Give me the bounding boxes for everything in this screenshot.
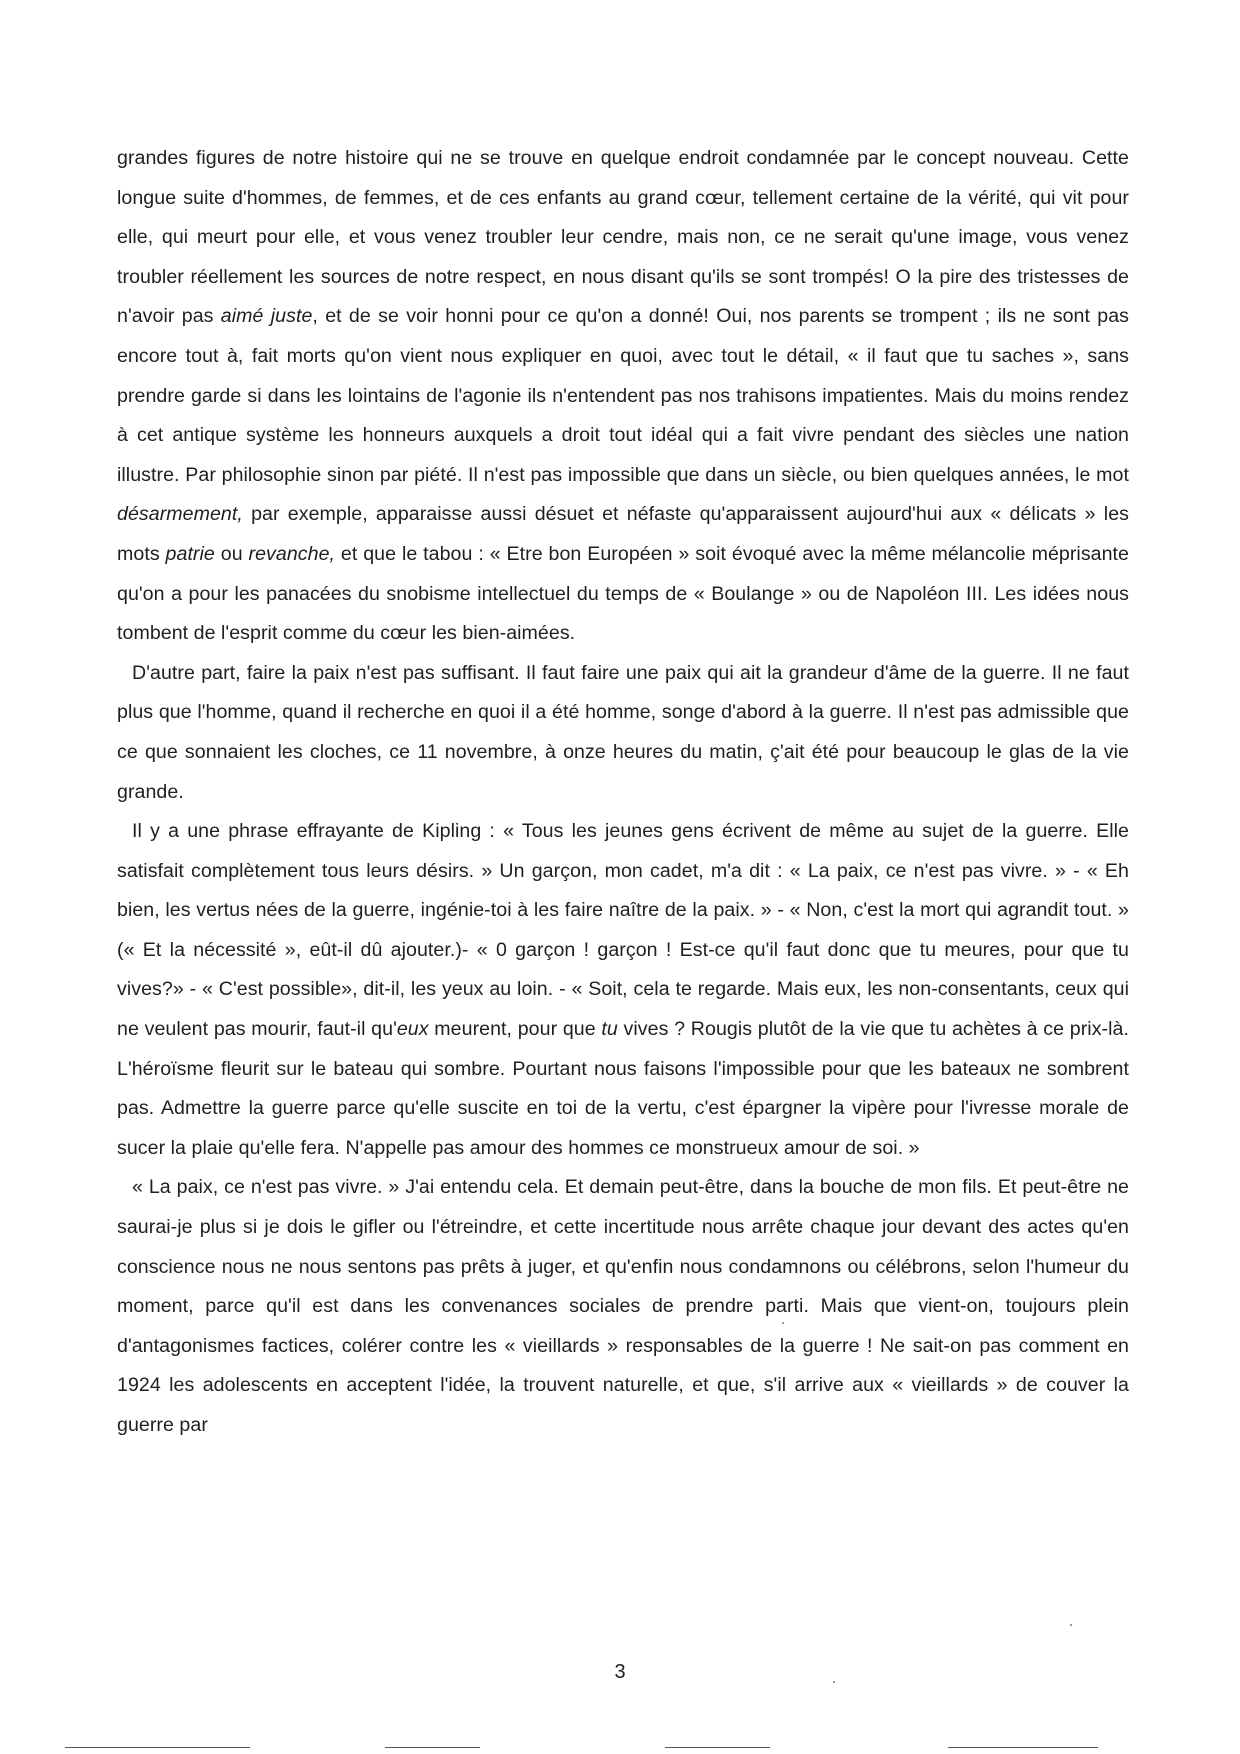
text-run: vives ? Rougis plutôt de la vie que tu achètes à ce prix-là. L'héroïsme fleurit sur le bateau qui sombre. Pourtant nous faisons l'impossible pour que les bateaux ne sombrent pas. Admettre la guerre parce qu'elle suscite en toi de la vertu, c'est épargner la vipère pour l'ivresse morale de sucer la plaie qu'elle fera. N'appelle pas amour des hommes ce monstrueux amour de soi. » [117, 1018, 1129, 1159]
italic-text-run: patrie [165, 542, 215, 565]
text-run: , et de se voir honni pour ce qu'on a donné! Oui, nos parents se trompent ; ils ne sont pas encore tout à, fait morts qu'on vient nous expliquer en quoi, avec tout le détail, « il faut que tu saches », sans prendre garde si dans les lointains de l'agonie ils n'entendent pas nos trahisons impatientes. Mais du moins rendez à cet antique système les honneurs auxquels a droit tout idéal qui a fait vivre pendant des siècles une nation illustre. Par philosophie sinon par piété. Il n'est pas impossible que dans un siècle, ou bien quelques années, le mot [117, 305, 1129, 486]
italic-text-run: aimé juste [220, 305, 313, 328]
italic-text-run: désarmement, [117, 503, 243, 526]
bottom-rule [665, 1747, 770, 1748]
scan-speck [782, 1322, 784, 1324]
document-body [117, 139, 1129, 1446]
text-run: D'autre part, faire la paix n'est pas suffisant. Il faut faire une paix qui ait la grandeur d'âme de la guerre. Il ne faut plus que l'homme, quand il recherche en quoi il a été homme, songe d'abord à la guerre. Il n'est pas admissible que ce que sonnaient les cloches, ce 11 novembre, à onze heures du matin, ç'ait été pour beaucoup le glas de la vie grande. [117, 661, 1129, 803]
text-run: grandes figures de notre histoire qui ne se trouve en quelque endroit condamnée par le concept nouveau. Cette longue suite d'hommes, de femmes, et de ces enfants au grand cœur, tellement certaine de la vérité, qui vit pour elle, qui meurt pour elle, et vous venez troubler leur cendre, mais non, ce ne serait qu'une image, vous venez troubler réellement les sources de notre respect, en nous disant qu'ils se sont trompés! O la pire des tristesses de n'avoir pas [117, 147, 1129, 328]
italic-text-run: eux [396, 1018, 429, 1041]
text-run: « La paix, ce n'est pas vivre. » J'ai entendu cela. Et demain peut-être, dans la bouche de mon fils. Et peut-être ne saurai-je plus si je dois le gifler ou l'étreindre, et cette incertitude nous arrête chaque jour devant des actes qu'en conscience nous ne nous sentons pas prêts à juger, et qu'enfin nous condamnons ou célébrons, selon l'humeur du moment, parce qu'il est dans les convenances sociales de prendre parti. Mais que vient-on, toujours plein d'antagonismes factices, colérer contre les « vieillards » responsables de la guerre ! Ne sait-on pas comment en 1924 les adolescents en acceptent l'idée, la trouvent naturelle, et que, s'il arrive aux « vieillards » de couver la guerre par [117, 1176, 1129, 1436]
bottom-rule [948, 1747, 1098, 1748]
text-run: par exemple, apparaisse aussi désuet et néfaste qu'apparaissent aujourd'hui aux « délicats » les mots [117, 503, 1129, 565]
text-run: Il y a une phrase effrayante de Kipling : « Tous les jeunes gens écrivent de même au sujet de la guerre. Elle satisfait complètement tous leurs désirs. » Un garçon, mon cadet, m'a dit : « La paix, ce n'est pas vivre. » - « Eh bien, les vertus nées de la guerre, ingénie-toi à les faire naître de la paix. » - « Non, c'est la mort qui agrandit tout. » (« Et la nécessité », eût-il dû ajouter.)- « 0 garçon ! garçon ! Est-ce qu'il faut donc que tu meures, pour que tu vives?» - « C'est possible», dit-il, les yeux au loin. - « Soit, cela te regarde. Mais eux, les non-consentants, ceux qui ne veulent pas mourir, faut-il qu' [117, 820, 1129, 1041]
text-run: ou [214, 542, 249, 565]
italic-text-run: tu [601, 1018, 618, 1041]
page-number: 3 [614, 1661, 626, 1683]
paragraph-2 [117, 654, 1129, 812]
text-run: et que le tabou : « Etre bon Européen » soit évoqué avec la même mélancolie méprisante qu'on a pour les panacées du snobisme intellectuel du temps de « Boulange » ou de Napoléon III. Les idées nous tombent de l'esprit comme du cœur les bien-aimées. [117, 542, 1129, 645]
italic-text-run: revanche, [248, 542, 336, 565]
bottom-rule [65, 1747, 250, 1748]
paragraph-4 [117, 1168, 1129, 1445]
text-run: meurent, pour que [428, 1018, 602, 1041]
scan-speck [1070, 1624, 1072, 1626]
paragraph-3 [117, 812, 1129, 1168]
bottom-rule [385, 1747, 480, 1748]
paragraph-1 [117, 139, 1129, 654]
scan-speck [833, 1681, 835, 1683]
